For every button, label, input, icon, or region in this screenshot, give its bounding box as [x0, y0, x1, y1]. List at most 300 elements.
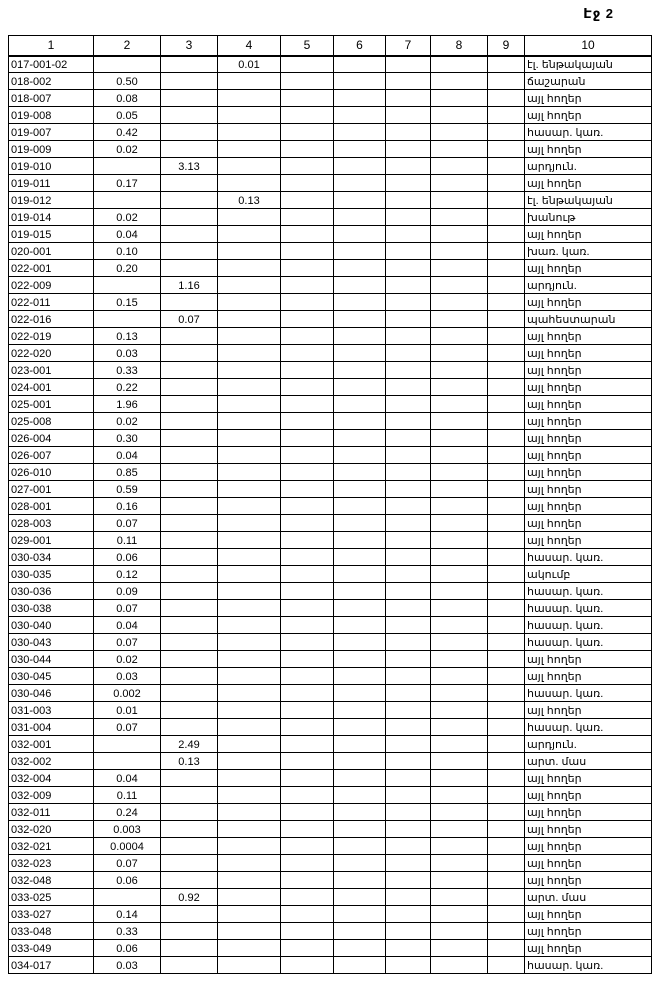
area-value-cell [386, 753, 431, 770]
area-value-cell: 0.13 [94, 328, 161, 345]
area-value-cell [386, 872, 431, 889]
area-value-cell [161, 770, 218, 787]
area-value-cell [161, 294, 218, 311]
parcel-code-cell: 032-023 [9, 855, 94, 872]
area-value-cell: 0.33 [94, 362, 161, 379]
area-value-cell: 0.06 [94, 549, 161, 566]
area-value-cell [218, 481, 281, 498]
area-value-cell [161, 192, 218, 209]
land-use-cell: այլ հողեր [525, 430, 652, 447]
parcel-code-cell: 017-001-02 [9, 56, 94, 73]
area-value-cell [161, 328, 218, 345]
area-value-cell [488, 804, 525, 821]
area-value-cell [386, 73, 431, 90]
parcel-code-cell: 030-038 [9, 600, 94, 617]
area-value-cell [281, 838, 334, 855]
area-value-cell [488, 464, 525, 481]
area-value-cell [386, 906, 431, 923]
land-use-cell: արդյուն. [525, 736, 652, 753]
area-value-cell [386, 668, 431, 685]
column-header-4: 4 [218, 36, 281, 56]
column-header-3: 3 [161, 36, 218, 56]
land-use-cell: այլ հողեր [525, 770, 652, 787]
area-value-cell [281, 617, 334, 634]
parcel-code-cell: 022-016 [9, 311, 94, 328]
parcel-code-cell: 030-036 [9, 583, 94, 600]
parcel-code-cell: 032-009 [9, 787, 94, 804]
area-value-cell: 0.07 [161, 311, 218, 328]
area-value-cell [161, 855, 218, 872]
area-value-cell [488, 158, 525, 175]
table-row [9, 770, 652, 787]
parcel-code-cell: 032-020 [9, 821, 94, 838]
area-value-cell [431, 294, 488, 311]
area-value-cell [488, 770, 525, 787]
area-value-cell [386, 736, 431, 753]
area-value-cell [281, 260, 334, 277]
area-value-cell [218, 396, 281, 413]
table-row [9, 141, 652, 158]
land-use-cell: այլ հողեր [525, 787, 652, 804]
area-value-cell [431, 600, 488, 617]
area-value-cell [431, 430, 488, 447]
parcel-code-cell: 024-001 [9, 379, 94, 396]
table-row [9, 923, 652, 940]
area-value-cell [488, 719, 525, 736]
area-value-cell [94, 56, 161, 73]
area-value-cell [488, 940, 525, 957]
area-value-cell [431, 566, 488, 583]
area-value-cell: 0.16 [94, 498, 161, 515]
land-use-cell: այլ հողեր [525, 226, 652, 243]
land-use-cell: արդյուն. [525, 158, 652, 175]
area-value-cell [281, 923, 334, 940]
area-value-cell [218, 90, 281, 107]
area-value-cell [431, 906, 488, 923]
area-value-cell [334, 345, 386, 362]
area-value-cell [334, 821, 386, 838]
area-value-cell [218, 668, 281, 685]
area-value-cell [218, 277, 281, 294]
area-value-cell: 0.08 [94, 90, 161, 107]
parcel-code-cell: 019-007 [9, 124, 94, 141]
area-value-cell: 0.14 [94, 906, 161, 923]
area-value-cell [281, 464, 334, 481]
area-value-cell [488, 634, 525, 651]
area-value-cell [488, 73, 525, 90]
area-value-cell [281, 651, 334, 668]
parcel-code-cell: 019-014 [9, 209, 94, 226]
area-value-cell: 0.13 [218, 192, 281, 209]
land-use-cell: պահեստարան [525, 311, 652, 328]
land-use-cell: այլ հողեր [525, 821, 652, 838]
area-value-cell [161, 906, 218, 923]
area-value-cell [431, 719, 488, 736]
area-value-cell [334, 617, 386, 634]
area-value-cell [218, 226, 281, 243]
table-row [9, 498, 652, 515]
area-value-cell [281, 940, 334, 957]
parcel-code-cell: 032-001 [9, 736, 94, 753]
area-value-cell [488, 685, 525, 702]
table-row [9, 821, 652, 838]
area-value-cell: 0.02 [94, 141, 161, 158]
land-use-cell: այլ հողեր [525, 515, 652, 532]
table-row [9, 362, 652, 379]
area-value-cell [281, 226, 334, 243]
area-value-cell [334, 379, 386, 396]
area-value-cell [386, 396, 431, 413]
area-value-cell [161, 651, 218, 668]
area-value-cell [386, 328, 431, 345]
area-value-cell [386, 855, 431, 872]
area-value-cell [218, 617, 281, 634]
area-value-cell [218, 107, 281, 124]
table-row [9, 634, 652, 651]
area-value-cell [161, 413, 218, 430]
area-value-cell [281, 906, 334, 923]
area-value-cell [386, 702, 431, 719]
area-value-cell [218, 736, 281, 753]
area-value-cell: 0.24 [94, 804, 161, 821]
area-value-cell [431, 311, 488, 328]
area-value-cell [431, 362, 488, 379]
area-value-cell: 0.02 [94, 413, 161, 430]
table-body [9, 56, 652, 974]
area-value-cell [161, 430, 218, 447]
parcel-code-cell: 018-002 [9, 73, 94, 90]
parcel-code-cell: 032-002 [9, 753, 94, 770]
area-value-cell [281, 736, 334, 753]
land-use-cell: հասար. կառ. [525, 719, 652, 736]
table-row [9, 396, 652, 413]
area-value-cell [281, 753, 334, 770]
area-value-cell [386, 226, 431, 243]
area-value-cell [281, 719, 334, 736]
area-value-cell [218, 923, 281, 940]
table-row [9, 158, 652, 175]
area-value-cell: 0.07 [94, 855, 161, 872]
area-value-cell [386, 940, 431, 957]
area-value-cell [218, 957, 281, 974]
area-value-cell [218, 209, 281, 226]
area-value-cell [488, 294, 525, 311]
area-value-cell [488, 243, 525, 260]
land-use-cell: այլ հողեր [525, 90, 652, 107]
area-value-cell [334, 498, 386, 515]
area-value-cell [431, 957, 488, 974]
area-value-cell [488, 838, 525, 855]
area-value-cell: 0.15 [94, 294, 161, 311]
land-use-cell: խանութ [525, 209, 652, 226]
area-value-cell [161, 498, 218, 515]
area-value-cell [386, 311, 431, 328]
area-value-cell [161, 549, 218, 566]
parcel-code-cell: 030-040 [9, 617, 94, 634]
land-use-cell: այլ հողեր [525, 175, 652, 192]
area-value-cell [334, 243, 386, 260]
area-value-cell [161, 226, 218, 243]
area-value-cell [488, 855, 525, 872]
area-value-cell [431, 226, 488, 243]
area-value-cell [334, 311, 386, 328]
area-value-cell [281, 668, 334, 685]
table-row [9, 736, 652, 753]
table-row [9, 175, 652, 192]
area-value-cell [218, 583, 281, 600]
area-value-cell [281, 328, 334, 345]
area-value-cell [218, 634, 281, 651]
area-value-cell: 0.002 [94, 685, 161, 702]
table-row [9, 209, 652, 226]
area-value-cell [94, 158, 161, 175]
parcel-code-cell: 034-017 [9, 957, 94, 974]
area-value-cell [334, 56, 386, 73]
area-value-cell: 0.003 [94, 821, 161, 838]
area-value-cell: 0.01 [94, 702, 161, 719]
area-value-cell [431, 447, 488, 464]
area-value-cell [161, 821, 218, 838]
area-value-cell [431, 940, 488, 957]
area-value-cell [334, 957, 386, 974]
area-value-cell [218, 770, 281, 787]
area-value-cell [488, 277, 525, 294]
table-row [9, 73, 652, 90]
parcel-code-cell: 019-012 [9, 192, 94, 209]
area-value-cell [488, 702, 525, 719]
area-value-cell [334, 107, 386, 124]
area-value-cell [334, 855, 386, 872]
area-value-cell [431, 243, 488, 260]
area-value-cell [386, 90, 431, 107]
land-use-cell: այլ հողեր [525, 260, 652, 277]
area-value-cell [281, 107, 334, 124]
area-value-cell [281, 957, 334, 974]
area-value-cell [281, 158, 334, 175]
area-value-cell [431, 634, 488, 651]
area-value-cell [431, 345, 488, 362]
area-value-cell [218, 379, 281, 396]
area-value-cell [431, 464, 488, 481]
area-value-cell [431, 175, 488, 192]
area-value-cell [431, 889, 488, 906]
area-value-cell [386, 889, 431, 906]
area-value-cell [161, 447, 218, 464]
table-row [9, 566, 652, 583]
area-value-cell [334, 294, 386, 311]
parcel-code-cell: 032-011 [9, 804, 94, 821]
area-value-cell [488, 430, 525, 447]
area-value-cell [161, 532, 218, 549]
area-value-cell [488, 787, 525, 804]
land-use-cell: այլ հողեր [525, 923, 652, 940]
area-value-cell [431, 192, 488, 209]
area-value-cell [161, 345, 218, 362]
area-value-cell [218, 345, 281, 362]
area-value-cell [488, 923, 525, 940]
area-value-cell [218, 600, 281, 617]
area-value-cell [218, 447, 281, 464]
area-value-cell [431, 872, 488, 889]
area-value-cell [334, 226, 386, 243]
parcel-code-cell: 026-007 [9, 447, 94, 464]
area-value-cell [334, 158, 386, 175]
area-value-cell [334, 889, 386, 906]
area-value-cell [488, 345, 525, 362]
area-value-cell [281, 362, 334, 379]
area-value-cell [386, 124, 431, 141]
area-value-cell [386, 192, 431, 209]
area-value-cell [334, 685, 386, 702]
area-value-cell [281, 396, 334, 413]
area-value-cell [161, 464, 218, 481]
area-value-cell [488, 515, 525, 532]
area-value-cell: 0.92 [161, 889, 218, 906]
area-value-cell [218, 889, 281, 906]
parcel-code-cell: 019-010 [9, 158, 94, 175]
area-value-cell: 0.10 [94, 243, 161, 260]
area-value-cell [334, 447, 386, 464]
area-value-cell [334, 600, 386, 617]
area-value-cell [281, 209, 334, 226]
area-value-cell [161, 175, 218, 192]
area-value-cell [281, 821, 334, 838]
area-value-cell [161, 668, 218, 685]
parcel-code-cell: 019-015 [9, 226, 94, 243]
area-value-cell [161, 617, 218, 634]
area-value-cell [94, 192, 161, 209]
area-value-cell [334, 940, 386, 957]
area-value-cell [161, 566, 218, 583]
area-value-cell [334, 192, 386, 209]
table-row [9, 379, 652, 396]
area-value-cell [431, 90, 488, 107]
area-value-cell [488, 498, 525, 515]
area-value-cell [218, 804, 281, 821]
land-use-cell: այլ հողեր [525, 855, 652, 872]
area-value-cell [488, 379, 525, 396]
area-value-cell [386, 515, 431, 532]
area-value-cell [161, 940, 218, 957]
area-value-cell [161, 702, 218, 719]
table-row [9, 430, 652, 447]
parcel-code-cell: 019-009 [9, 141, 94, 158]
area-value-cell [488, 651, 525, 668]
parcel-code-cell: 031-004 [9, 719, 94, 736]
area-value-cell [431, 736, 488, 753]
area-value-cell [281, 90, 334, 107]
land-use-cell: այլ հողեր [525, 481, 652, 498]
area-value-cell [334, 668, 386, 685]
table-row [9, 804, 652, 821]
area-value-cell [488, 617, 525, 634]
area-value-cell [218, 821, 281, 838]
area-value-cell [488, 90, 525, 107]
parcel-code-cell: 028-001 [9, 498, 94, 515]
parcel-code-cell: 027-001 [9, 481, 94, 498]
area-value-cell [488, 56, 525, 73]
area-value-cell [431, 141, 488, 158]
area-value-cell [334, 430, 386, 447]
area-value-cell [218, 413, 281, 430]
land-use-cell: ճաշարան [525, 73, 652, 90]
area-value-cell [488, 413, 525, 430]
area-value-cell [161, 362, 218, 379]
land-use-cell: արտ. մաս [525, 889, 652, 906]
area-value-cell [161, 107, 218, 124]
land-use-cell: այլ հողեր [525, 107, 652, 124]
area-value-cell [218, 175, 281, 192]
area-value-cell [334, 175, 386, 192]
area-value-cell [431, 923, 488, 940]
column-header-6: 6 [334, 36, 386, 56]
area-value-cell [218, 566, 281, 583]
area-value-cell [488, 549, 525, 566]
area-value-cell [281, 430, 334, 447]
area-value-cell [488, 583, 525, 600]
area-value-cell: 0.02 [94, 209, 161, 226]
area-value-cell [488, 736, 525, 753]
parcel-code-cell: 019-011 [9, 175, 94, 192]
area-value-cell [161, 124, 218, 141]
area-value-cell [218, 158, 281, 175]
area-value-cell [218, 328, 281, 345]
parcel-code-cell: 022-011 [9, 294, 94, 311]
table-row [9, 413, 652, 430]
parcel-code-cell: 030-035 [9, 566, 94, 583]
area-value-cell [161, 90, 218, 107]
area-value-cell [281, 889, 334, 906]
area-value-cell [281, 600, 334, 617]
area-value-cell [386, 549, 431, 566]
area-value-cell [334, 872, 386, 889]
area-value-cell [161, 787, 218, 804]
area-value-cell [218, 855, 281, 872]
area-value-cell [218, 787, 281, 804]
land-use-cell: հասար. կառ. [525, 549, 652, 566]
area-value-cell [431, 481, 488, 498]
land-use-cell: հասար. կառ. [525, 634, 652, 651]
parcel-code-cell: 032-021 [9, 838, 94, 855]
area-value-cell [431, 855, 488, 872]
area-value-cell [281, 498, 334, 515]
land-use-cell: այլ հողեր [525, 872, 652, 889]
area-value-cell: 0.07 [94, 719, 161, 736]
area-value-cell [161, 685, 218, 702]
area-value-cell [431, 158, 488, 175]
area-value-cell [431, 668, 488, 685]
area-value-cell [94, 753, 161, 770]
area-value-cell [281, 277, 334, 294]
area-value-cell [334, 566, 386, 583]
area-value-cell [161, 583, 218, 600]
area-value-cell [281, 583, 334, 600]
table-row [9, 872, 652, 889]
area-value-cell [386, 787, 431, 804]
area-value-cell [488, 124, 525, 141]
area-value-cell [488, 889, 525, 906]
area-value-cell [161, 56, 218, 73]
area-value-cell [161, 838, 218, 855]
area-value-cell [281, 804, 334, 821]
area-value-cell [386, 56, 431, 73]
area-value-cell [281, 566, 334, 583]
area-value-cell [218, 243, 281, 260]
area-value-cell [281, 175, 334, 192]
area-value-cell [218, 294, 281, 311]
area-value-cell [386, 634, 431, 651]
land-use-cell: արտ. մաս [525, 753, 652, 770]
